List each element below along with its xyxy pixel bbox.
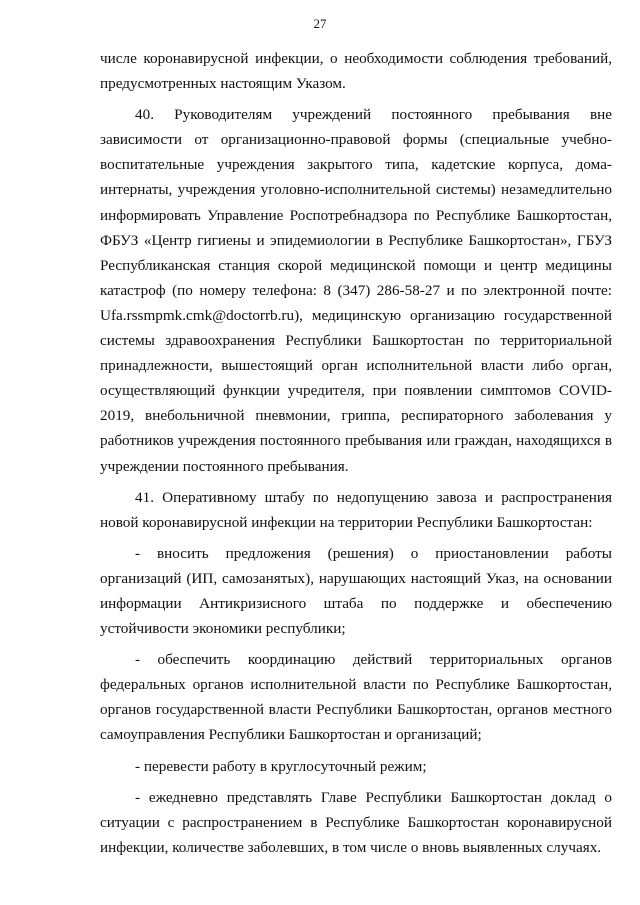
paragraph-item-41: 41. Оперативному штабу по недопущению завоза и распространения новой коронавирусной инфекции на территории Республики Башкортостан: <box>100 488 612 531</box>
document-body <box>100 46 612 860</box>
list-item-coordination: - обеспечить координацию действий территориальных органов федеральных органов исполнительной власти по Республике Башкортостан, органов государственной власти Республики Башкортостан, органов местного самоуправления Республики Башкортостан и организаций; <box>100 651 612 744</box>
list-item-round-the-clock: - перевести работу в круглосуточный режим; <box>135 757 427 775</box>
list-item-proposals: - вносить предложения (решения) о приостановлении работы организаций (ИП, самозанятых), нарушающих настоящий Указ, на основании информации Антикризисного штаба по поддержке и обеспечению устойчивости экономики республики; <box>100 544 612 638</box>
list-item-daily-report: - ежедневно представлять Главе Республики Башкортостан доклад о ситуации с распространением в Республике Башкортостан коронавирусной инфекции, количестве заболевших, в том числе о вновь выявленных случаях. <box>100 788 612 856</box>
page-number: 27 <box>313 16 327 31</box>
paragraph-continuation: числе коронавирусной инфекции, о необходимости соблюдения требований, предусмотренных настоящим Указом. <box>100 50 612 93</box>
paragraph-item-40: 40. Руководителям учреждений постоянного пребывания вне зависимости от организационно-правовой формы (специальные учебно-воспитательные учреждения закрытого типа, кадетские корпуса, дома-интернаты, учреждения уголовно-исполнительной системы) незамедлительно информировать Управление Роспотребнадзора по Республике Башкортостан, ФБУЗ «Центр гигиены и эпидемиологии в Республике Башкортостан», ГБУЗ Республиканская станция скорой медицинской помощи и центр медицины катастроф (по номеру телефона: 8 (347) 286-58-27 и по электронной почте: Ufa.rssmpmk.cmk@doctorrb.ru), медицинскую организацию государственной системы здравоохранения Республики Башкортостан по территориальной принадлежности, вышестоящий орган исполнительной власти либо орган, осуществляющий функции учредителя, при появлении симптомов COVID-2019, внебольничной пневмонии, гриппа, респираторного заболевания у работников учреждения постоянного пребывания или граждан, находящихся в учреждении постоянного пребывания. <box>100 106 612 475</box>
